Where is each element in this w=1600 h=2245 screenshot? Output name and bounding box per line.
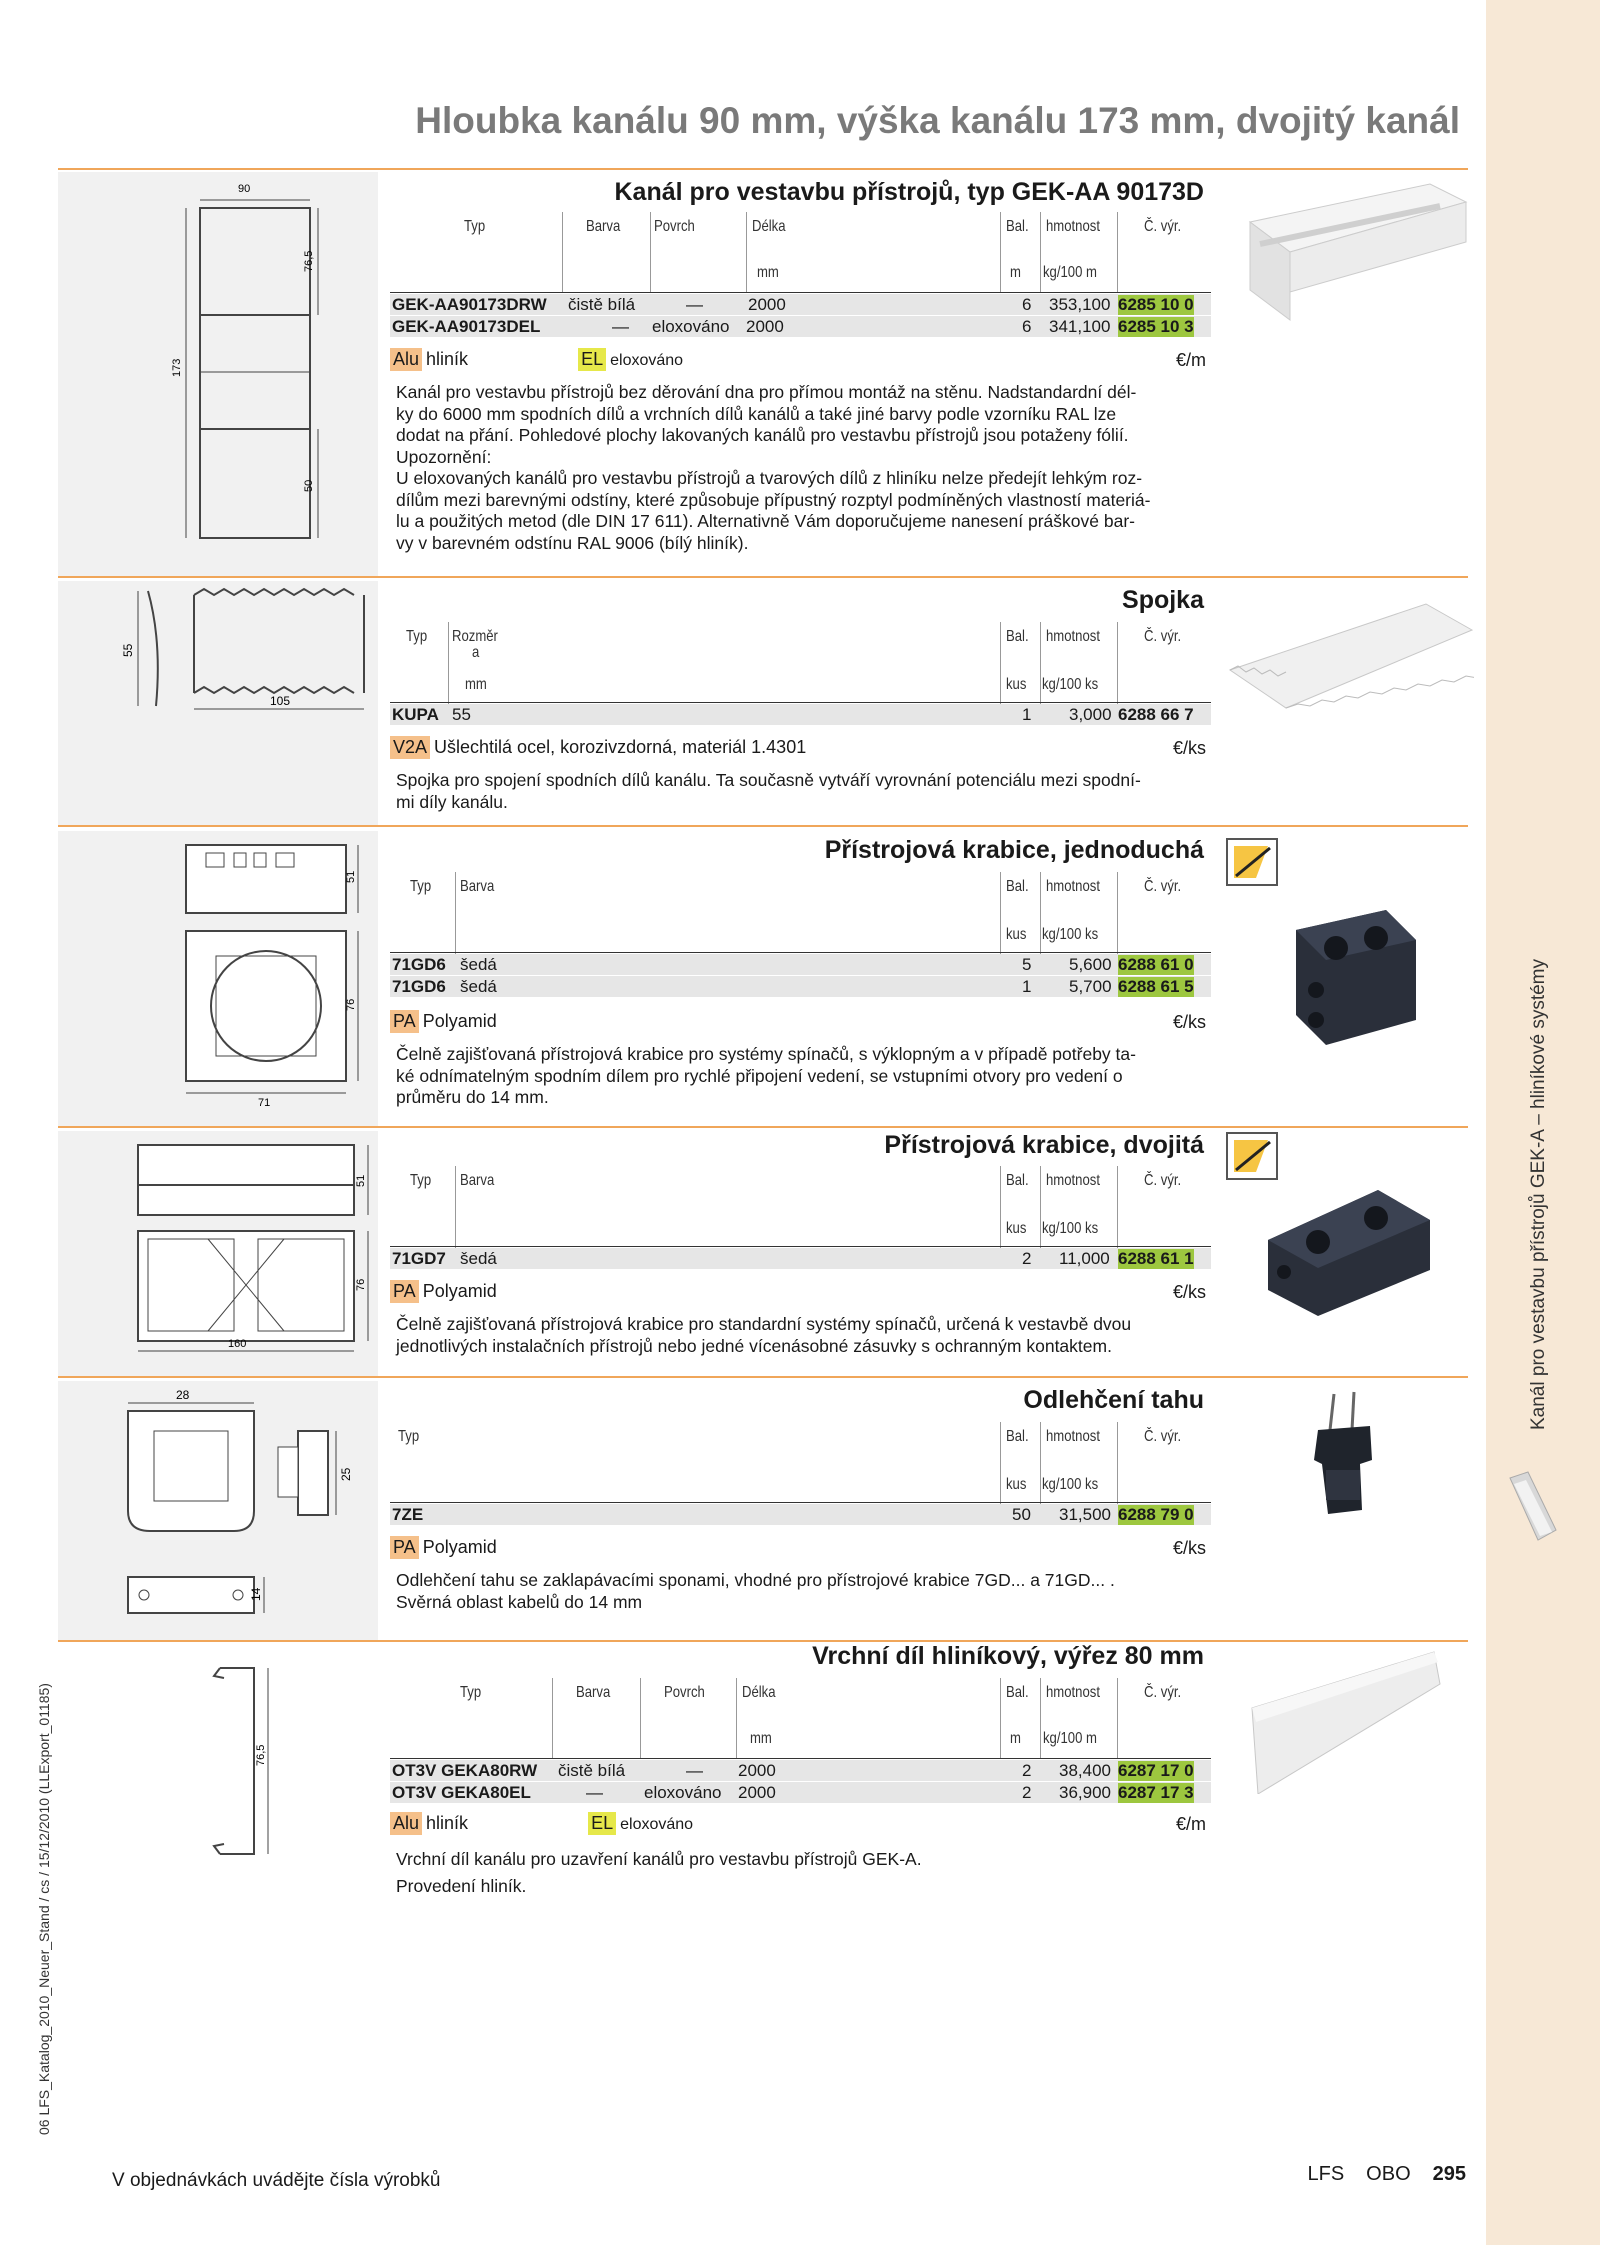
col-separator [455, 1166, 456, 1248]
col-header: Povrch [654, 218, 695, 235]
col-header: Č. výr. [1144, 1684, 1182, 1701]
dim-label: 25 [339, 1467, 353, 1481]
unit-label: kg/100 ks [1042, 1220, 1099, 1237]
col-header: Č. výr. [1144, 1428, 1182, 1445]
cell-typ: 71GD6 [392, 977, 446, 996]
cell-typ: 71GD7 [392, 1249, 446, 1268]
cell-article-number: 6288 61 5 [1118, 977, 1194, 996]
dim-label: 14 [249, 1587, 263, 1601]
divider [58, 1126, 1468, 1128]
cell-article-number: 6285 10 0 [1118, 295, 1194, 314]
cell-hmotnost: 38,400 [1059, 1761, 1111, 1780]
col-header: hmotnost [1046, 1428, 1100, 1445]
section-description: Odlehčení tahu se zaklapávacími sponami, vhodné pro přístrojové krabice 7GD... a 71GD... . Svěrná oblast kabelů do 14 mm [396, 1570, 1115, 1612]
col-header: hmotnost [1046, 1684, 1100, 1701]
table-row [390, 1504, 1211, 1525]
cell-typ: 71GD6 [392, 955, 446, 974]
dim-label: 50 [303, 479, 315, 492]
cell-article-number: 6288 79 0 [1118, 1505, 1194, 1524]
dim-label: 71 [258, 1097, 271, 1109]
dim-label: 51 [345, 870, 357, 883]
top-part-product-image [1248, 1648, 1444, 1794]
cell-hmotnost: 353,100 [1049, 295, 1111, 314]
table-rule [390, 1758, 1211, 1759]
cell-bal: 50 [1012, 1505, 1031, 1524]
unit-label: kus [1006, 676, 1027, 693]
col-header: Bal. [1006, 878, 1029, 895]
cell-delka: 2000 [738, 1761, 776, 1780]
table-row [390, 704, 1211, 725]
cell-barva: šedá [460, 1249, 497, 1268]
section-title: Přístrojová krabice, jednoduchá [824, 836, 1204, 864]
cell-barva: šedá [460, 977, 497, 996]
cell-povrch: — [686, 295, 703, 314]
price-unit: €/ks [1172, 1538, 1206, 1558]
col-separator [1040, 1166, 1041, 1248]
dim-label: 173 [171, 358, 183, 377]
table-rule [390, 1502, 1211, 1503]
cell-delka: 2000 [738, 1783, 776, 1802]
col-separator [552, 1678, 553, 1758]
col-separator [562, 212, 563, 292]
drawing-channel-profile [58, 172, 378, 577]
material-line [390, 1536, 497, 1559]
material-tag: PA [390, 1536, 419, 1559]
cell-typ: OT3V GEKA80RW [392, 1761, 538, 1780]
col-separator [1000, 212, 1001, 292]
table-row [390, 1760, 1211, 1781]
col-separator [1117, 1166, 1118, 1248]
quick-mount-icon [1226, 838, 1278, 886]
col-header: Typ [410, 1172, 432, 1189]
col-header: Č. výr. [1144, 1172, 1182, 1189]
table-row [390, 1248, 1211, 1269]
col-separator [1040, 622, 1041, 704]
col-header: hmotnost [1046, 1172, 1100, 1189]
material-line [390, 348, 683, 371]
unit-label: m [1010, 264, 1021, 281]
material-line [390, 736, 806, 759]
section-title: Vrchní díl hliníkový, výřez 80 mm [812, 1642, 1204, 1670]
col-header: Typ [406, 628, 428, 645]
footer-note: V objednávkách uvádějte čísla výrobků [112, 2170, 441, 2191]
col-header: Bal. [1006, 218, 1029, 235]
table-row [390, 294, 1211, 315]
dim-label: 76 [355, 1278, 367, 1291]
col-header: Barva [576, 1684, 611, 1701]
cell-typ: OT3V GEKA80EL [392, 1783, 531, 1802]
material-tag: Alu [390, 1812, 422, 1835]
material-line [390, 1010, 497, 1033]
unit-label: kg/100 ks [1042, 926, 1099, 943]
drawing-top-part [58, 1646, 378, 1900]
col-header: Bal. [1006, 1428, 1029, 1445]
material-name: Polyamid [422, 1011, 497, 1031]
col-separator [1040, 872, 1041, 954]
price-unit: €/ks [1172, 1282, 1206, 1302]
col-separator [1040, 1422, 1041, 1504]
section-description: Spojka pro spojení spodních dílů kanálu. Ta současně vytváří vyrovnání potenciálu mezi spodní- mi díly kanálu. [396, 770, 1141, 812]
col-header: Délka [752, 218, 786, 235]
col-separator [736, 1678, 737, 1758]
cell-barva: šedá [460, 955, 497, 974]
col-header: Typ [410, 878, 432, 895]
cell-delka: 2000 [746, 317, 784, 336]
col-header: Typ [460, 1684, 482, 1701]
col-separator [746, 212, 747, 292]
unit-label: kg/100 ks [1042, 676, 1099, 693]
material-tag: Alu [390, 348, 422, 371]
col-separator [1117, 1678, 1118, 1758]
strain-relief-product-image [1300, 1390, 1390, 1540]
left-meta: 06 LFS_Katalog_2010_Neuer_Stand / cs / 15/12/2010 (LLExport_01185) [36, 1683, 52, 2135]
cell-article-number: 6288 66 7 [1118, 705, 1194, 724]
cell-hmotnost: 5,700 [1069, 977, 1112, 996]
divider [58, 1376, 1468, 1378]
dim-label: 28 [176, 1388, 190, 1402]
page-number: 295 [1432, 2163, 1466, 2185]
cell-typ: GEK-AA90173DRW [392, 295, 547, 314]
unit-label: m [1010, 1730, 1021, 1747]
col-header: hmotnost [1046, 878, 1100, 895]
dim-label: 51 [355, 1174, 367, 1187]
col-header: Bal. [1006, 1172, 1029, 1189]
col-separator [1000, 622, 1001, 704]
channel-product-image [1240, 182, 1470, 322]
col-separator [1117, 872, 1118, 954]
col-header: hmotnost [1046, 628, 1100, 645]
col-separator [1117, 1422, 1118, 1504]
material-tag: PA [390, 1010, 419, 1033]
col-header: Barva [460, 1172, 495, 1189]
cell-rozmer: 55 [452, 705, 471, 724]
finish-tag: EL [588, 1812, 616, 1835]
material-name: hliník [426, 1813, 469, 1833]
cell-bal: 6 [1022, 295, 1032, 314]
unit-label: kg/100 ks [1042, 1476, 1099, 1493]
col-separator [455, 872, 456, 954]
price-unit: €/m [1175, 350, 1206, 370]
cell-bal: 2 [1022, 1783, 1032, 1802]
price-unit: €/ks [1172, 1012, 1206, 1032]
quick-mount-icon [1226, 1132, 1278, 1180]
cell-barva: čistě bílá [568, 295, 636, 314]
cell-bal: 1 [1022, 977, 1032, 996]
drawing-single-box [58, 831, 378, 1126]
cell-bal: 2 [1022, 1249, 1032, 1268]
cell-delka: 2000 [748, 295, 786, 314]
brand-obo: OBO [1366, 2163, 1411, 2185]
col-separator [448, 622, 449, 704]
double-box-product-image [1268, 1190, 1430, 1316]
material-line [390, 1280, 497, 1303]
material-name: hliník [426, 349, 469, 369]
cell-bal: 2 [1022, 1761, 1032, 1780]
col-header: hmotnost [1046, 218, 1100, 235]
cell-povrch: eloxováno [652, 317, 730, 336]
cell-barva: — [586, 1783, 603, 1802]
channel-thumbnail-icon [1508, 1470, 1558, 1542]
col-header: Barva [586, 218, 621, 235]
col-separator [640, 1678, 641, 1758]
material-tag: PA [390, 1280, 419, 1303]
section-description: Čelně zajišťovaná přístrojová krabice pro systémy spínačů, s výklopným a v případě potřeby ta- ké odnímatelným spodním dílem pro rychlé připojení vedení, se vstupními otvory pro vedení o průměru do 14 mm. [396, 1044, 1136, 1107]
section-title: Spojka [1122, 586, 1204, 614]
unit-label: mm [465, 676, 487, 693]
cell-povrch: — [686, 1761, 703, 1780]
section-title: Odlehčení tahu [1023, 1386, 1204, 1414]
dim-label: 105 [270, 694, 291, 708]
material-tag: V2A [390, 736, 430, 759]
cell-hmotnost: 11,000 [1059, 1249, 1110, 1268]
cell-hmotnost: 36,900 [1059, 1783, 1111, 1802]
finish-tag: EL [578, 348, 606, 371]
table-rule [390, 702, 1211, 703]
col-separator [1000, 872, 1001, 954]
unit-label: kg/100 m [1043, 1730, 1097, 1747]
finish-name: eloxováno [610, 352, 684, 369]
table-row [390, 1782, 1211, 1803]
table-row [390, 954, 1211, 975]
cell-hmotnost: 341,100 [1049, 317, 1111, 336]
table-row [390, 316, 1211, 337]
dim-label: 160 [228, 1338, 247, 1350]
col-separator [1040, 212, 1041, 292]
col-separator [1000, 1678, 1001, 1758]
table-row [390, 976, 1211, 997]
col-header: Č. výr. [1144, 218, 1182, 235]
col-separator [650, 212, 651, 292]
col-header: Bal. [1006, 1684, 1029, 1701]
cell-article-number: 6287 17 0 [1118, 1761, 1194, 1780]
unit-label: mm [757, 264, 779, 281]
col-header: a [472, 644, 480, 661]
col-header: Č. výr. [1144, 628, 1182, 645]
cell-bal: 1 [1022, 705, 1032, 724]
cell-article-number: 6288 61 0 [1118, 955, 1194, 974]
col-header: Barva [460, 878, 495, 895]
col-header: Délka [742, 1684, 776, 1701]
section-description: Čelně zajišťovaná přístrojová krabice pro standardní systémy spínačů, určená k vestavbě dvou jednotlivých instalačních přístrojů nebo jedné vícenásobné zásuvky s ochranným kontaktem. [396, 1314, 1132, 1356]
col-separator [1117, 212, 1118, 292]
drawing-coupler [58, 581, 378, 825]
drawing-strain-relief [58, 1381, 378, 1640]
section-description: Kanál pro vestavbu přístrojů bez děrování dna pro přímou montáž na stěnu. Nadstandardní dél- ky do 6000 mm spodních dílů a vrchních dílů kanálů a také jiné barvy podle vzorníku RAL lze dodat na přání. Pohledové plochy lakovaných kanálů pro vestavbu přístrojů jsou potaženy fólií. Upozornění: U eloxovaných kanálů pro vestavbu přístrojů a tvarových dílů z hliníku nelze předejít lehkým roz- dílům mezi barevnými odstíny, které způsobuje přípustný rozptyl podmíněných vlastností materiá- lu a použitých metod (dle DIN 17 611). Alternativně Vám doporučujeme nanesení práškové bar- vy v barevném odstínu RAL 9006 (bílý hliník). [396, 382, 1151, 553]
dim-label: 76 [345, 998, 357, 1011]
material-name: Polyamid [422, 1537, 497, 1557]
cell-typ: KUPA [392, 705, 439, 724]
cell-article-number: 6285 10 3 [1118, 317, 1194, 336]
dim-label: 90 [238, 183, 251, 195]
unit-label: kus [1006, 1476, 1027, 1493]
drawing-double-box [58, 1131, 378, 1376]
brand-lfs: LFS [1307, 2163, 1345, 2185]
cell-typ: GEK-AA90173DEL [392, 317, 541, 336]
unit-label: mm [750, 1730, 772, 1747]
dim-label: 76,5 [255, 1744, 267, 1766]
divider [58, 576, 1468, 578]
cell-article-number: 6288 61 1 [1118, 1249, 1194, 1268]
cell-barva: čistě bílá [558, 1761, 626, 1780]
cell-hmotnost: 31,500 [1059, 1505, 1111, 1524]
cell-typ: 7ZE [392, 1505, 424, 1524]
col-header: Č. výr. [1144, 878, 1182, 895]
section-description: Vrchní díl kanálu pro uzavření kanálů pro vestavbu přístrojů GEK-A. Provedení hliník. [396, 1849, 922, 1896]
price-unit: €/m [1175, 1814, 1206, 1834]
col-header: Typ [398, 1428, 420, 1445]
dim-label: 55 [121, 643, 135, 657]
single-box-product-image [1276, 900, 1426, 1050]
coupler-product-image [1226, 600, 1474, 720]
cell-barva: — [612, 317, 629, 336]
price-unit: €/ks [1172, 738, 1206, 758]
material-name: Polyamid [422, 1281, 497, 1301]
unit-label: kus [1006, 1220, 1027, 1237]
finish-name: eloxováno [620, 1816, 694, 1833]
unit-label: kg/100 m [1043, 264, 1097, 281]
divider [58, 168, 1468, 170]
section-title: Přístrojová krabice, dvojitá [884, 1131, 1204, 1159]
footer-brand [1307, 2163, 1466, 2186]
cell-bal: 6 [1022, 317, 1032, 336]
table-rule [390, 1246, 1211, 1247]
page-title: Hloubka kanálu 90 mm, výška kanálu 173 mm, dvojitý kanál [415, 100, 1460, 141]
material-line [390, 1812, 693, 1835]
col-header: Bal. [1006, 628, 1029, 645]
divider [58, 1640, 1468, 1642]
col-separator [1117, 622, 1118, 704]
col-header: Typ [464, 218, 486, 235]
side-title: Kanál pro vestavbu přístrojů GEK-A – hliníkové systémy [1528, 959, 1549, 1430]
cell-bal: 5 [1022, 955, 1032, 974]
col-separator [1000, 1166, 1001, 1248]
table-rule [390, 292, 1211, 293]
material-name: Ušlechtilá ocel, korozivzdorná, materiál 1.4301 [434, 737, 807, 757]
cell-hmotnost: 5,600 [1069, 955, 1112, 974]
table-rule [390, 952, 1211, 953]
cell-article-number: 6287 17 3 [1118, 1783, 1194, 1802]
cell-povrch: eloxováno [644, 1783, 722, 1802]
col-separator [1040, 1678, 1041, 1758]
dim-label: 76,5 [303, 250, 315, 272]
col-header: Povrch [664, 1684, 705, 1701]
cell-hmotnost: 3,000 [1069, 705, 1112, 724]
unit-label: kus [1006, 926, 1027, 943]
divider [58, 825, 1468, 827]
col-separator [1000, 1422, 1001, 1504]
section-title: Kanál pro vestavbu přístrojů, typ GEK-AA 90173D [614, 178, 1204, 206]
col-header: Rozměr [452, 628, 498, 645]
